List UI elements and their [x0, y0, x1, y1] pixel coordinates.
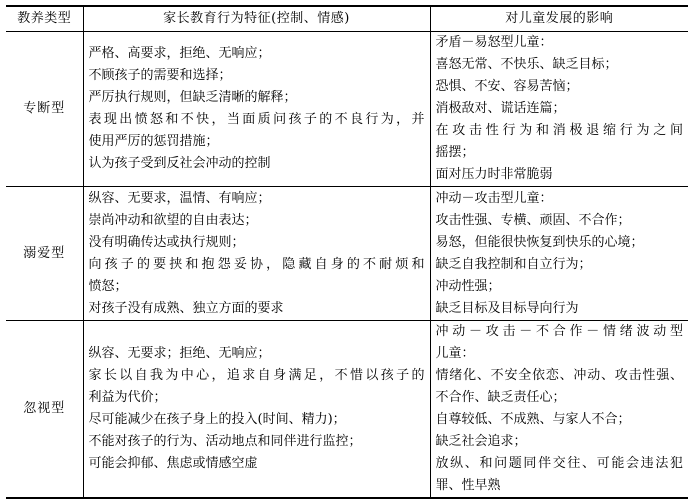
header-child-impact: 对儿童发展的影响 — [430, 6, 688, 32]
impact-line: 放纵、和问题同伴交往、可能会违法犯 — [435, 456, 683, 471]
behavior-line: 严厉执行规则，但缺乏清晰的解释； — [88, 90, 297, 105]
impact-line: 罪、性早熟 — [435, 478, 501, 493]
impact-cell — [430, 32, 688, 187]
header-parenting-type: 教养类型 — [6, 6, 83, 32]
behavior-cell — [83, 32, 430, 187]
behavior-line: 纵容、无要求，温情、有响应； — [88, 190, 271, 206]
parenting-type-neglectful: 忽视型 — [6, 321, 83, 499]
impact-line: 冲动性强； — [435, 278, 501, 294]
behavior-line: 不能对孩子的行为、活动地点和同伴进行监控； — [88, 434, 362, 449]
table-header-row — [6, 6, 688, 32]
behavior-cell — [83, 321, 430, 499]
impact-line: 易怒，但能很快恢复到快乐的心境； — [435, 234, 644, 250]
behavior-line: 不顾孩子的需要和选择； — [88, 68, 232, 83]
behavior-cell — [83, 187, 430, 321]
impact-line: 缺乏社会追求； — [435, 434, 527, 449]
behavior-line: 愤怒； — [88, 278, 128, 294]
impact-cell — [430, 321, 688, 499]
table-row — [6, 32, 688, 187]
behavior-line: 认为孩子受到反社会冲动的控制 — [88, 156, 271, 171]
behavior-line: 没有明确传达或执行规则； — [88, 234, 245, 250]
table-row — [6, 187, 688, 321]
impact-line: 冲动－攻击－不合作－情绪波动型 — [435, 324, 683, 339]
behavior-line: 表现出愤怒和不快，当面质问孩子的不良行为，并 — [88, 112, 425, 127]
parenting-style-table — [6, 5, 688, 499]
impact-cell — [430, 187, 688, 321]
impact-line: 攻击性强、专横、顽固、不合作； — [435, 212, 631, 228]
behavior-line: 可能会抑郁、焦虑或情感空虚 — [88, 456, 258, 471]
impact-line: 面对压力时非常脆弱 — [435, 167, 553, 182]
impact-line: 不合作、缺乏责任心； — [435, 390, 566, 405]
behavior-line: 使用严厉的惩罚措施； — [88, 134, 219, 149]
behavior-line: 向孩子的要挟和抱怨妥协，隐藏自身的不耐烦和 — [88, 256, 425, 272]
header-parent-behavior: 家长教育行为特征(控制、情感) — [83, 6, 430, 32]
impact-line: 冲动－攻击型儿童： — [435, 190, 553, 206]
parenting-type-authoritarian: 专断型 — [6, 32, 83, 187]
parenting-type-permissive: 溺爱型 — [6, 187, 83, 321]
impact-line: 在攻击性行为和消极退缩行为之间 — [435, 123, 683, 138]
impact-line: 情绪化、不安全依恋、冲动、攻击性强、 — [435, 368, 683, 383]
impact-line: 缺乏目标及目标导向行为 — [435, 300, 579, 316]
impact-line: 摇摆； — [435, 145, 475, 160]
impact-line: 自尊较低、不成熟、与家人不合； — [435, 412, 631, 427]
impact-line: 矛盾－易怒型儿童： — [435, 35, 553, 50]
behavior-line: 家长以自我为中心，追求自身满足，不惜以孩子的 — [88, 368, 425, 383]
behavior-line: 尽可能减少在孩子身上的投入(时间、精力)； — [88, 412, 346, 427]
impact-line: 喜怒无常、不快乐、缺乏目标； — [435, 57, 618, 72]
impact-line: 恐惧、不安、容易苦恼； — [435, 79, 579, 94]
behavior-line: 纵容、无要求；拒绝、无响应； — [88, 346, 271, 361]
impact-line: 儿童： — [435, 346, 475, 361]
behavior-line: 对孩子没有成熟、独立方面的要求 — [88, 300, 284, 316]
behavior-line: 崇尚冲动和欲望的自由表达； — [88, 212, 258, 228]
impact-line: 缺乏自我控制和自立行为； — [435, 256, 592, 272]
behavior-line: 严格、高要求，拒绝、无响应； — [88, 46, 271, 61]
table-row — [6, 321, 688, 499]
impact-line: 消极敌对、谎话连篇； — [435, 101, 566, 116]
behavior-line: 利益为代价； — [88, 390, 167, 405]
